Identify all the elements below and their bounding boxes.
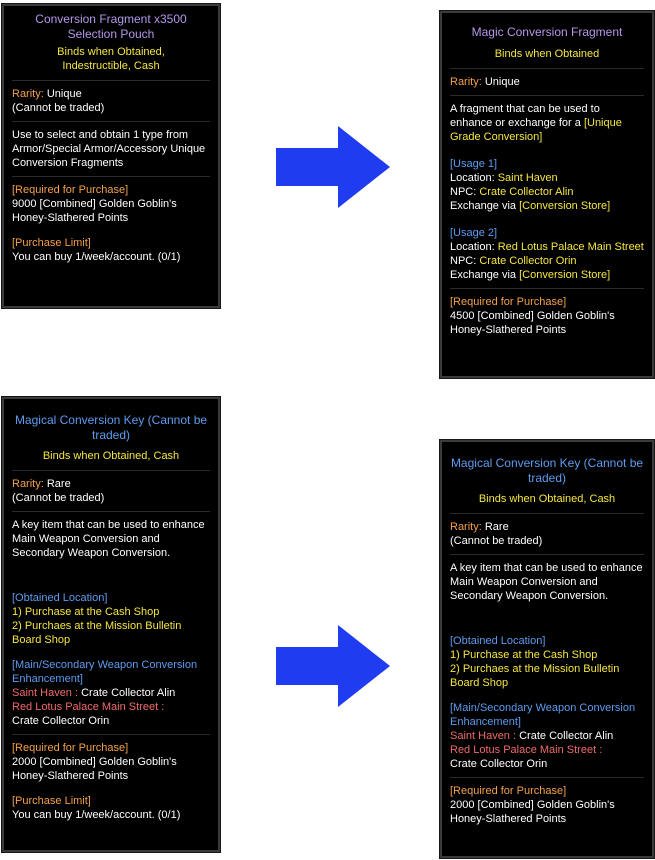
item-tags: Binds when Obtained, Cash <box>478 493 616 505</box>
requirement-label: [Required for Purchase] <box>450 785 567 797</box>
item-description <box>450 99 644 147</box>
obtained-label: [Obtained Location] <box>450 635 546 647</box>
rarity-section <box>450 72 644 92</box>
description-text: A fragment that can be used to enhance or exchange for a <box>450 103 600 129</box>
location-value: Saint Haven <box>497 172 558 184</box>
obtained-item-2: 2) Purchaes at the Mission Bulletin Board Shop <box>450 663 620 689</box>
limit-value: You can buy 1/week/account. (0/1) <box>12 251 181 263</box>
purchase-requirement <box>450 292 644 340</box>
obtained-location <box>450 620 644 693</box>
enhancement-section <box>450 693 644 774</box>
obtained-location <box>12 577 210 650</box>
rarity-section <box>12 474 210 508</box>
enhancement-npc-2: Crate Collector Orin <box>12 715 110 727</box>
requirement-value: 9000 [Combined] Golden Goblin's Honey-Slathered Points <box>12 198 177 224</box>
item-tags-line2: Indestructible, Cash <box>62 60 160 72</box>
enhancement-section <box>12 650 210 731</box>
divider <box>12 121 210 122</box>
requirement-label: [Required for Purchase] <box>12 184 129 196</box>
obtained-item-2: 2) Purchaes at the Mission Bulletin Board Shop <box>12 620 182 646</box>
divider <box>12 80 210 81</box>
divider <box>450 777 644 778</box>
divider <box>450 68 644 69</box>
purchase-requirement <box>450 781 644 829</box>
trade-status: (Cannot be traded) <box>12 492 105 504</box>
item-tags: Binds when Obtained, Cash <box>42 450 180 462</box>
tooltip-conversion-fragment-pouch <box>2 4 220 308</box>
location-value: Red Lotus Palace Main Street <box>497 241 644 253</box>
obtained-label: [Obtained Location] <box>12 592 108 604</box>
item-title: Conversion Fragment x3500 Selection Pouch <box>35 12 187 41</box>
rarity-section <box>12 84 210 118</box>
exchange-store: [Conversion Store] <box>519 269 611 281</box>
requirement-label: [Required for Purchase] <box>450 296 567 308</box>
limit-label: [Purchase Limit] <box>12 795 91 807</box>
item-title: Magical Conversion Key (Cannot be traded) <box>450 456 644 485</box>
divider <box>12 176 210 177</box>
enhancement-label: [Main/Secondary Weapon Conversion Enhancement] <box>12 659 198 685</box>
trade-status: (Cannot be traded) <box>12 102 105 114</box>
tooltip-magic-conversion-fragment <box>440 11 654 378</box>
limit-value: You can buy 1/week/account. (0/1) <box>12 809 181 821</box>
trade-status: (Cannot be traded) <box>450 535 543 547</box>
rarity-label: Rarity: <box>450 521 482 533</box>
divider <box>450 513 644 514</box>
rarity-label: Rarity: <box>12 88 44 100</box>
divider <box>12 511 210 512</box>
divider <box>450 554 644 555</box>
enhancement-npc-1: Crate Collector Alin <box>81 687 176 699</box>
usage-label: [Usage 1] <box>450 158 498 170</box>
location-label: Location: <box>450 241 495 253</box>
usage-1 <box>450 147 644 216</box>
obtained-item-1: 1) Purchase at the Cash Shop <box>450 649 598 661</box>
location-label: Location: <box>450 172 495 184</box>
exchange-label: Exchange via <box>450 200 517 212</box>
limit-label: [Purchase Limit] <box>12 237 91 249</box>
usage-2 <box>450 216 644 285</box>
enhancement-location-2: Red Lotus Palace Main Street : <box>12 701 165 713</box>
tooltip-magical-conversion-key-limited <box>2 397 220 852</box>
enhancement-label: [Main/Secondary Weapon Conversion Enhancement] <box>450 702 636 728</box>
divider <box>450 95 644 96</box>
exchange-label: Exchange via <box>450 269 517 281</box>
divider <box>12 470 210 471</box>
rarity-label: Rarity: <box>12 478 44 490</box>
rarity-value: Unique <box>46 88 82 100</box>
requirement-value: 2000 [Combined] Golden Goblin's Honey-Slathered Points <box>450 799 615 825</box>
description-link: [Unique Grade Conversion] <box>450 117 622 143</box>
item-title: Magic Conversion Fragment <box>471 25 623 39</box>
enhancement-npc-2: Crate Collector Orin <box>450 758 548 770</box>
item-title: Magical Conversion Key (Cannot be traded) <box>14 413 208 442</box>
npc-label: NPC: <box>450 186 477 198</box>
purchase-requirement <box>12 738 210 786</box>
rarity-value: Unique <box>484 76 520 88</box>
purchase-limit <box>12 786 210 825</box>
purchase-requirement <box>12 180 210 228</box>
rarity-label: Rarity: <box>450 76 482 88</box>
npc-value: Crate Collector Orin <box>479 255 577 267</box>
right-arrow-icon <box>276 126 390 208</box>
npc-label: NPC: <box>450 255 477 267</box>
requirement-value: 2000 [Combined] Golden Goblin's Honey-Slathered Points <box>12 756 177 782</box>
purchase-limit <box>12 228 210 267</box>
item-tags: Binds when Obtained <box>494 48 600 60</box>
rarity-value: Rare <box>484 521 509 533</box>
obtained-item-1: 1) Purchase at the Cash Shop <box>12 606 160 618</box>
right-arrow-icon <box>276 625 390 707</box>
item-tags-line1: Binds when Obtained, <box>57 46 165 58</box>
usage-label: [Usage 2] <box>450 227 498 239</box>
item-description: A key item that can be used to enhance Main Weapon Conversion and Secondary Weapon Conversion. <box>450 562 643 602</box>
npc-value: Crate Collector Alin <box>479 186 574 198</box>
requirement-label: [Required for Purchase] <box>12 742 129 754</box>
exchange-store: [Conversion Store] <box>519 200 611 212</box>
item-description: Use to select and obtain 1 type from Armor/Special Armor/Accessory Unique Conversion Fragments <box>12 129 206 169</box>
divider <box>450 288 644 289</box>
enhancement-location-2: Red Lotus Palace Main Street : <box>450 744 603 756</box>
rarity-section <box>450 517 644 551</box>
enhancement-location-1: Saint Haven : <box>12 687 79 699</box>
enhancement-npc-1: Crate Collector Alin <box>519 730 614 742</box>
tooltip-magical-conversion-key <box>440 440 654 858</box>
item-tags <box>12 45 210 77</box>
divider <box>12 734 210 735</box>
item-description: A key item that can be used to enhance Main Weapon Conversion and Secondary Weapon Conversion. <box>12 519 205 559</box>
requirement-value: 4500 [Combined] Golden Goblin's Honey-Slathered Points <box>450 310 615 336</box>
enhancement-location-1: Saint Haven : <box>450 730 517 742</box>
rarity-value: Rare <box>46 478 71 490</box>
